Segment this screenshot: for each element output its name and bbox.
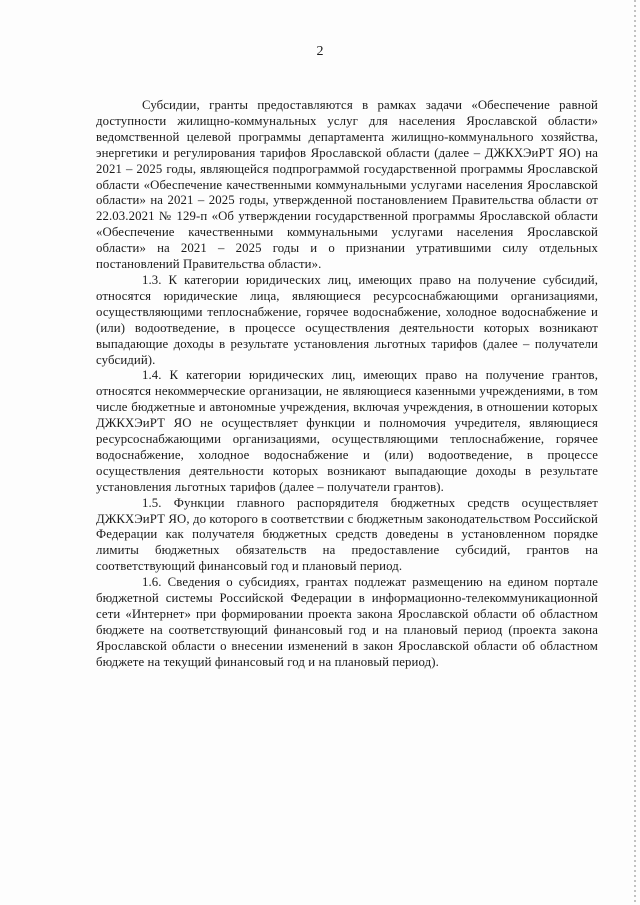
- paragraph-intro: Субсидии, гранты предоставляются в рамках задачи «Обеспечение равной доступности жилищно-коммунальных услуг для населения Ярославской области» ведомственной целевой программы департамента жилищно-коммунального хозяйства, энергетики и регулирования тарифов Ярославской области (далее – ДЖКХЭиРТ ЯО) на 2021 – 2025 годы, являющейся подпрограммой государственной программы Ярославской области «Обеспечение качественными коммунальными услугами населения Ярославской области» на 2021 – 2025 годы, утвержденной постановлением Правительства области от 22.03.2021 № 129-п «Об утверждении государственной программы Ярославской области «Обеспечение качественными коммунальными услугами населения Ярославской области» на 2021 – 2025 годы и о признании утратившими силу отдельных постановлений Правительства области».: [96, 98, 598, 272]
- scan-edge-border: [634, 0, 636, 905]
- page-number: 2: [316, 44, 324, 59]
- paragraph-1-6: 1.6. Сведения о субсидиях, грантах подлежат размещению на едином портале бюджетной системы Российской Федерации в информационно-телекоммуникационной сети «Интернет» при формировании проекта закона Ярославской области об областном бюджете на соответствующий финансовый год и на плановый период (проекта закона Ярославской области о внесении изменений в закон Ярославской области об областном бюджете на текущий финансовый год и на плановый период).: [96, 575, 598, 669]
- document-body: [96, 98, 598, 671]
- paragraph-1-3: 1.3. К категории юридических лиц, имеющих право на получение субсидий, относятся юридические лица, являющиеся ресурсоснабжающими организациями, осуществляющими теплоснабжение, горячее водоснабжение, холодное водоснабжение и (или) водоотведение, в процессе осуществления деятельности которых возникают выпадающие доходы в результате установления льготных тарифов (далее – получатели субсидий).: [96, 272, 598, 367]
- paragraph-1-5: 1.5. Функции главного распорядителя бюджетных средств осуществляет ДЖКХЭиРТ ЯО, до которого в соответствии с бюджетным законодательством Российской Федерации как получателя бюджетных средств доведены в установленном порядке лимиты бюджетных обязательств на предоставление субсидий, грантов на соответствующий финансовый год и плановый период.: [96, 495, 598, 574]
- paragraph-1-4: 1.4. К категории юридических лиц, имеющих право на получение грантов, относятся некоммерческие организации, не являющиеся казенными учреждениями, в том числе бюджетные и автономные учреждения, включая учреждения, в отношении которых ДЖКХЭиРТ ЯО не осуществляет функции и полномочия учредителя, являющиеся ресурсоснабжающими организациями, осуществляющими теплоснабжение, горячее водоснабжение, холодное водоснабжение и (или) водоотведение, в процессе осуществления деятельности которых возникают выпадающие доходы в результате установления льготных тарифов (далее – получатели грантов).: [96, 368, 598, 494]
